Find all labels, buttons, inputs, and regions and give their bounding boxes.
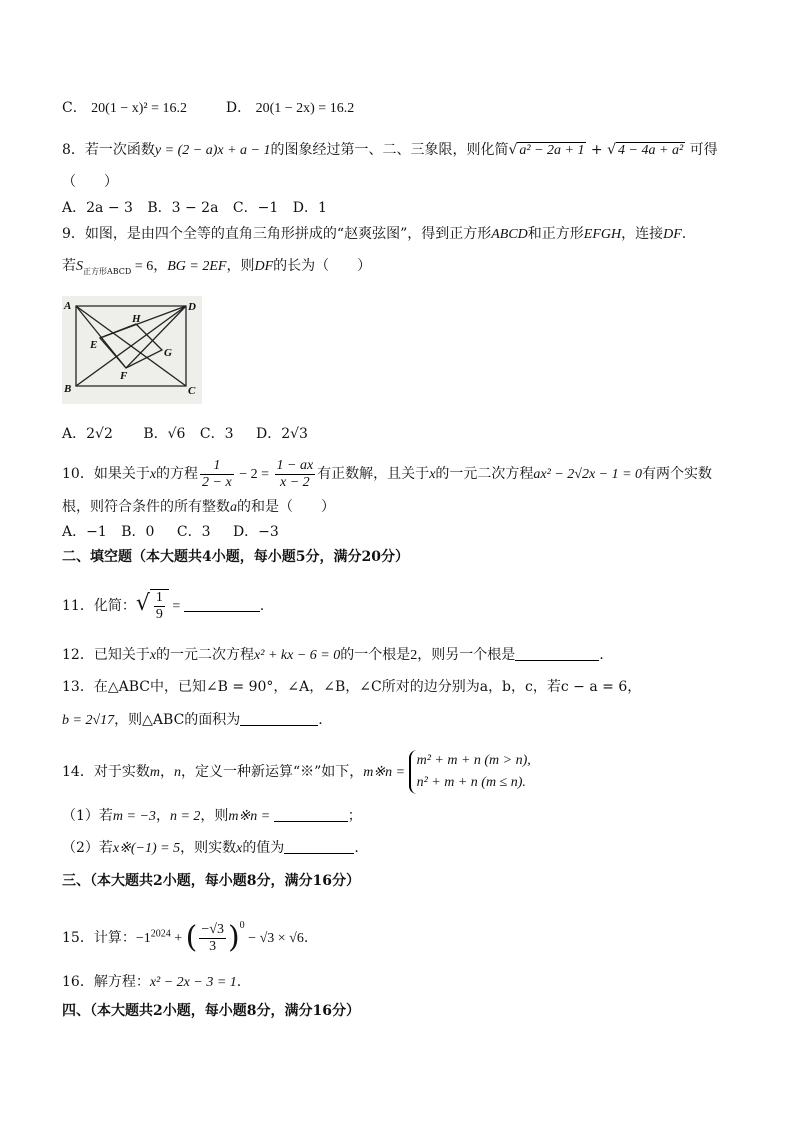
q15-zero-exponent: 0 <box>239 920 245 931</box>
q7-option-c-label: C． <box>62 100 87 116</box>
q10-text: 有正数解，且关于 <box>317 466 430 482</box>
q16 <box>62 972 241 993</box>
q14-var-n: n <box>173 765 181 780</box>
q8-text: 8．若一次函数 <box>62 142 155 158</box>
q12-var-x: x <box>149 648 157 663</box>
q10-text: − 2 = <box>235 467 273 482</box>
q15-period: . <box>303 930 309 946</box>
q16-period: . <box>236 974 242 990</box>
q11-answer-blank[interactable] <box>184 597 260 612</box>
q14-text: 14．对于实数 <box>62 764 150 780</box>
q12-period: . <box>599 647 604 663</box>
q8-option-d: D．1 <box>292 200 327 216</box>
q8-option-c: C．−1 <box>232 200 279 216</box>
q10-text: 10．如果关于 <box>62 466 150 482</box>
right-paren: ) <box>227 920 240 955</box>
q11-fraction <box>154 590 165 623</box>
q8-radicand-2: 4 − 4a + a² <box>618 143 684 158</box>
q9-segment-df: DF <box>254 259 274 274</box>
label-g: G <box>164 347 172 359</box>
sqrt-sign: √ <box>508 142 518 158</box>
fraction-numerator: 1 − ax <box>276 457 314 473</box>
q8-radicand-1: a² − 2a + 1 <box>519 143 585 158</box>
q9-area-symbol: S <box>76 259 83 274</box>
q7-option-d-label: D． <box>225 100 252 116</box>
q8-option-b: B．3 − 2a <box>147 200 219 216</box>
fraction-denominator: 9 <box>155 606 163 622</box>
q14-text: ，定义一种新运算“※”如下， <box>180 764 364 780</box>
q9-area-subscript: 正方形ABCD <box>83 266 132 276</box>
q14-cond-x: x※(−1) = 5 <box>112 841 181 856</box>
q9-condition: BG = 2EF <box>167 259 227 274</box>
fraction-numerator: 1 <box>200 458 234 475</box>
q14-part2 <box>62 838 359 859</box>
q13-condition-b: b = 2√17 <box>62 713 115 728</box>
q14-expression: m※n = <box>228 809 274 824</box>
fraction-denominator: 2 − x <box>202 474 232 490</box>
q9-segment-df: DF <box>663 227 682 242</box>
q13-period: . <box>318 712 323 728</box>
q9-stem-line2 <box>62 256 371 282</box>
fraction-denominator: 3 <box>209 938 217 954</box>
q9-square-abcd: ABCD <box>491 227 528 242</box>
q14-piecewise <box>409 750 531 794</box>
q14-part2-answer-blank[interactable] <box>284 839 354 854</box>
sqrt-sign: √ <box>135 591 150 616</box>
q9-option-a: A．2√2 <box>62 426 113 442</box>
label-d: D <box>188 301 196 313</box>
q12-text: 的一元二次方程 <box>156 647 255 663</box>
q9-option-c: C．3 <box>199 426 234 442</box>
fraction-denominator: x − 2 <box>280 474 310 490</box>
section-3-heading: 三、（本大题共2小题，每小题8分，满分16分） <box>62 873 360 889</box>
label-a: A <box>64 300 72 312</box>
q9-text: . <box>681 226 687 242</box>
plus-sign: + <box>170 931 186 946</box>
q10-option-b: B．0 <box>121 524 155 540</box>
q13-answer-blank[interactable] <box>240 711 318 726</box>
label-f: F <box>120 370 128 382</box>
q9-stem-line1 <box>62 224 686 245</box>
q10-option-d: D．−3 <box>232 524 279 540</box>
q9-option-b: B．√6 <box>143 426 186 442</box>
q7-option-d: 20(1 − 2x) = 16.2 <box>255 101 355 116</box>
q8-text: 的图象经过第一、二、三象限，则化简 <box>270 142 509 158</box>
q12-root: 2 <box>410 648 418 663</box>
q10-text: 的一元二次方程 <box>435 466 534 482</box>
q12 <box>62 645 604 666</box>
q14-part1 <box>62 806 362 827</box>
q8-option-a: A．2a − 3 <box>62 200 133 216</box>
q14-operation-lhs: m※n = <box>363 765 409 780</box>
q14-case-2: n² + m + n (m ≤ n). <box>416 775 526 790</box>
q8-stem <box>62 140 718 161</box>
q15-base: −1 <box>135 931 151 946</box>
q10-var-x: x <box>149 467 157 482</box>
q10-text: 有两个实数 <box>642 466 713 482</box>
q14-text: （1）若 <box>62 808 113 824</box>
q15-exponent: 2024 <box>150 928 171 940</box>
zhao-shuang-figure <box>62 296 202 404</box>
q8-options <box>62 198 337 218</box>
q9-text: 和正方形 <box>527 226 584 242</box>
q9-text: 9．如图，是由四个全等的直角三角形拼成的“赵爽弦图”，得到正方形 <box>62 226 492 242</box>
q9-text: ，连接 <box>621 226 664 242</box>
sqrt-sign: √ <box>607 142 617 158</box>
q11-text: 11．化简： <box>62 598 136 614</box>
plus-sign: + <box>586 142 608 158</box>
q14-var-x: x <box>236 841 243 856</box>
equals-sign: = <box>168 599 184 614</box>
q10-fraction-1 <box>200 458 234 491</box>
q14-period: . <box>354 840 359 856</box>
q12-answer-blank[interactable] <box>515 646 599 661</box>
q13-line1: 13．在△ABC中，已知∠B = 90°，∠A，∠B，∠C所对的边分别为a，b，c，若c − a = 6， <box>62 679 642 695</box>
q14-var-m: m <box>149 765 160 780</box>
q10-quadratic: ax² − 2√2x − 1 = 0 <box>533 467 643 482</box>
q14-text: ， <box>159 764 174 780</box>
q10-stem-line1 <box>62 456 712 493</box>
q9-text: 若 <box>62 258 76 274</box>
q12-text: 12．已知关于 <box>62 647 150 663</box>
q10-options <box>62 522 289 542</box>
q9-option-d: D．2√3 <box>255 426 308 442</box>
q15-rest: − √3 × √6 <box>244 931 304 946</box>
label-b: B <box>64 383 72 395</box>
fraction-numerator: 1 <box>155 589 163 605</box>
q11 <box>62 584 264 627</box>
q7-options <box>62 98 354 119</box>
q9-text: = 6， <box>131 259 168 274</box>
q15-text: 15．计算： <box>62 930 136 946</box>
q8-paren: （ ） <box>62 174 118 190</box>
q9-options <box>62 424 318 444</box>
q13-line2 <box>62 710 323 731</box>
q14-cond-m: m = −3 <box>112 809 156 824</box>
q14-text: 的值为 <box>242 840 285 856</box>
q14-text: ，则实数 <box>180 840 237 856</box>
q10-text: 的和是（ ） <box>237 499 335 515</box>
q8-text: 可得 <box>689 142 718 158</box>
q16-equation: x² − 2x − 3 = 1 <box>149 975 237 990</box>
q10-option-a: A．−1 <box>62 524 107 540</box>
q16-text: 16．解方程： <box>62 974 150 990</box>
q11-period: . <box>259 598 265 614</box>
label-e: E <box>90 339 98 351</box>
q14-text: ，则 <box>200 808 229 824</box>
q14-semicolon: ； <box>347 808 362 824</box>
q12-text: 的一个根是 <box>340 647 411 663</box>
q10-var-a: a <box>230 500 237 515</box>
section-4-heading: 四、（本大题共2小题，每小题8分，满分16分） <box>62 1003 360 1019</box>
q11-radicand <box>150 589 169 623</box>
q14-case-1: m² + m + n (m > n), <box>416 753 531 768</box>
q7-option-c: 20(1 − x)² = 16.2 <box>91 101 187 116</box>
q14-stem <box>62 748 531 797</box>
q15-fraction <box>199 922 226 955</box>
label-c: C <box>188 385 196 397</box>
q14-text: （2）若 <box>62 840 113 856</box>
q14-part1-answer-blank[interactable] <box>274 807 348 822</box>
q14-text: ， <box>155 808 170 824</box>
q9-text: 的长为（ ） <box>273 258 372 274</box>
q9-square-efgh: EFGH <box>583 227 622 242</box>
q10-fraction-2 <box>275 458 316 491</box>
fraction-numerator: −√3 <box>201 921 224 937</box>
q13-text: ，则△ABC的面积为 <box>114 712 241 728</box>
label-h: H <box>132 313 141 325</box>
q10-text: 根，则符合条件的所有整数 <box>62 499 230 515</box>
q10-text: 的方程 <box>156 466 199 482</box>
section-2-heading: 二、填空题（本大题共4小题，每小题5分，满分20分） <box>62 549 409 565</box>
q12-text: ，则另一个根是 <box>417 647 516 663</box>
q10-option-c: C．3 <box>176 524 211 540</box>
q10-stem-line2 <box>62 497 335 518</box>
left-paren: ( <box>185 920 198 955</box>
q15 <box>62 900 308 965</box>
q12-equation: x² + kx − 6 = 0 <box>254 648 341 663</box>
q9-text: ，则 <box>226 258 255 274</box>
q10-var-x: x <box>429 467 436 482</box>
q14-cond-n: n = 2 <box>169 809 201 824</box>
q8-function: y = (2 − a)x + a − 1 <box>154 143 271 158</box>
